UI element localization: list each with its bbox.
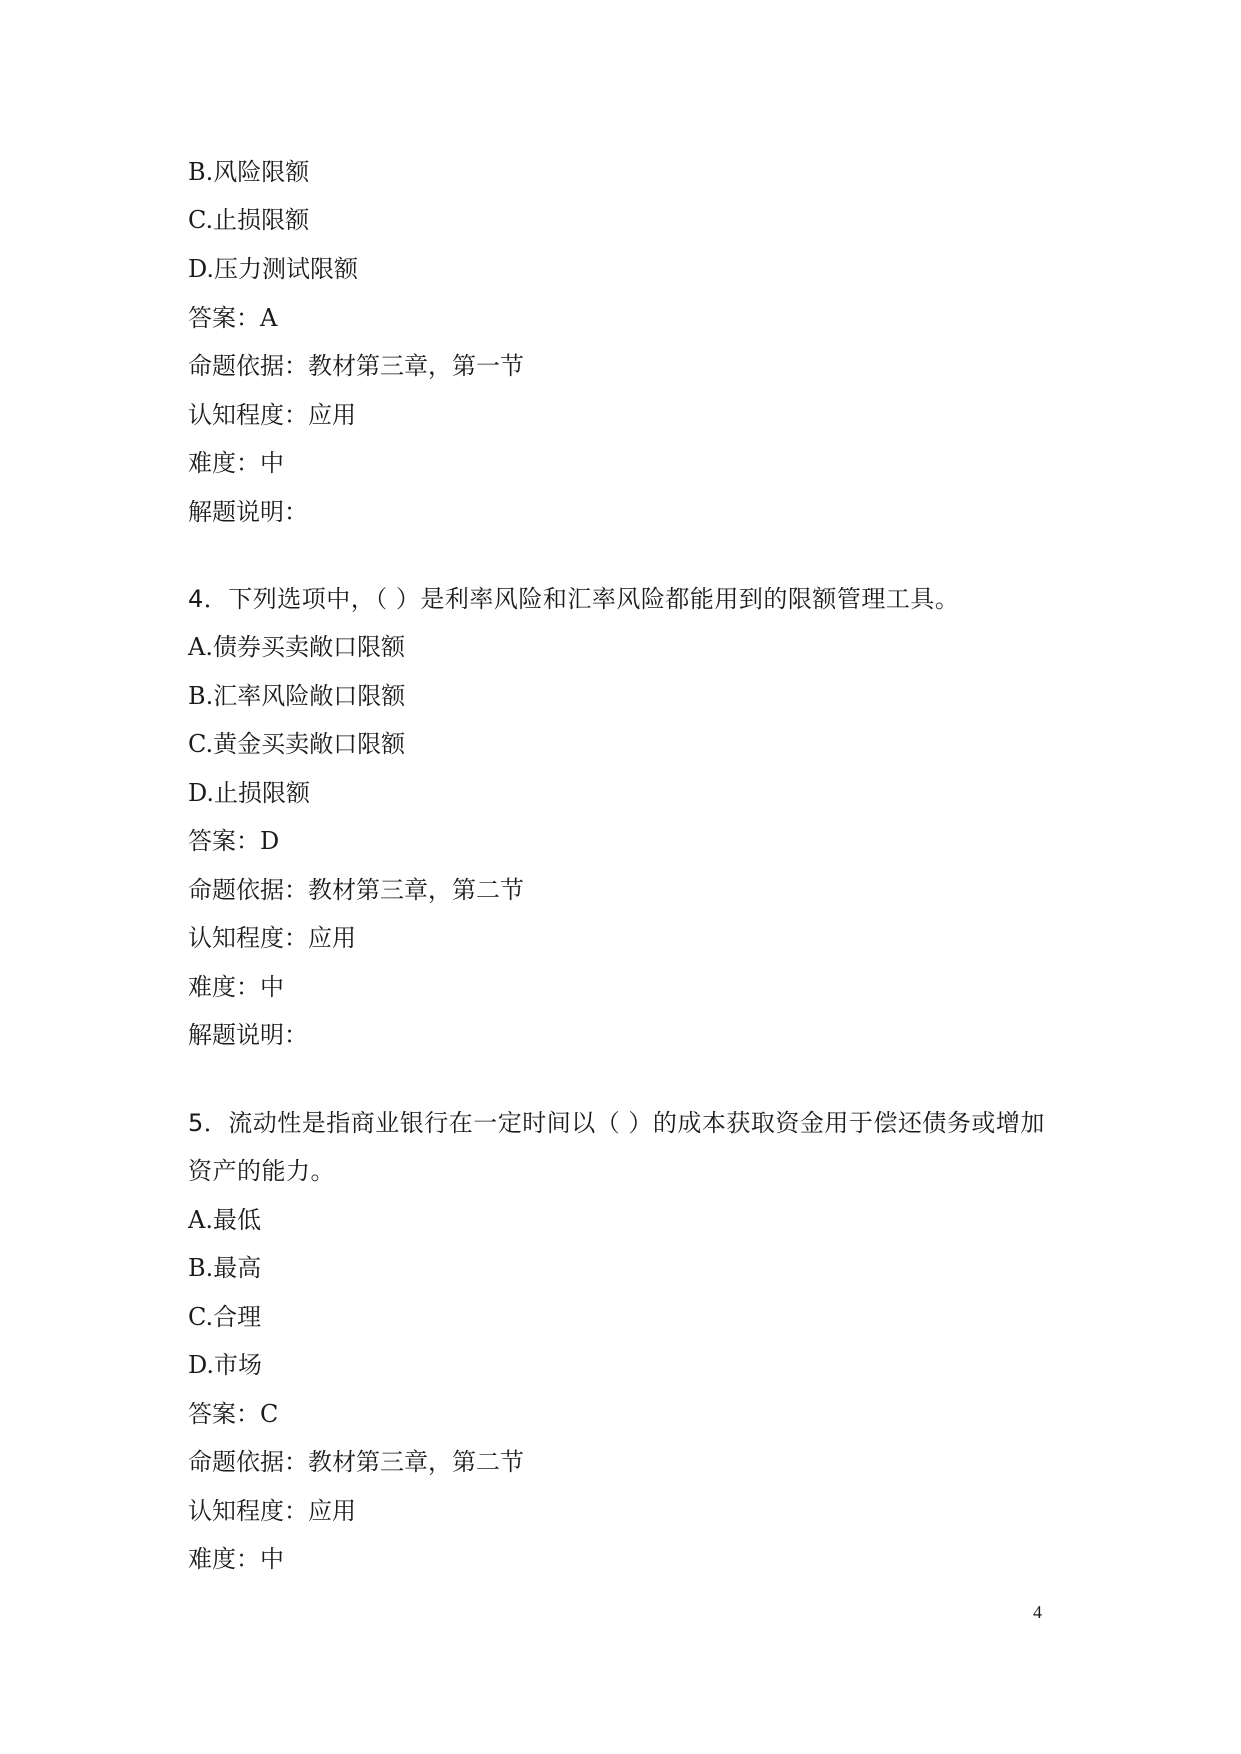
q5-cognitive-level: 认知程度：应用	[188, 1497, 356, 1525]
q3-answer: 答案：A	[188, 304, 278, 332]
q3-difficulty: 难度：中	[188, 449, 284, 477]
page-number: 4	[1033, 1602, 1042, 1622]
q3-basis: 命题依据：教材第三章，第一节	[188, 352, 524, 380]
q5-basis: 命题依据：教材第三章，第二节	[188, 1448, 524, 1476]
q4-cognitive-level: 认知程度：应用	[188, 924, 356, 952]
q3-option-c: C.止损限额	[188, 206, 310, 234]
q4-option-c: C.黄金买卖敞口限额	[188, 730, 406, 758]
q5-question-line1: 5．流动性是指商业银行在一定时间以（ ）的成本获取资金用于偿还债务或增加	[188, 1109, 1045, 1137]
q5-option-c: C.合理	[188, 1303, 262, 1331]
q4-explanation: 解题说明：	[188, 1021, 308, 1049]
q3-option-b: B.风险限额	[188, 158, 310, 186]
q3-cognitive-level: 认知程度：应用	[188, 401, 356, 429]
q4-difficulty: 难度：中	[188, 973, 284, 1001]
q4-option-a: A.债券买卖敞口限额	[188, 633, 405, 661]
q5-difficulty: 难度：中	[188, 1545, 284, 1573]
q3-option-d: D.压力测试限额	[188, 255, 359, 283]
q4-option-b: B.汇率风险敞口限额	[188, 682, 406, 710]
q4-basis: 命题依据：教材第三章，第二节	[188, 876, 524, 904]
q5-option-d: D.市场	[188, 1351, 263, 1379]
q3-explanation: 解题说明：	[188, 498, 308, 526]
q5-answer: 答案：C	[188, 1400, 279, 1428]
q5-question-line2: 资产的能力。	[188, 1157, 335, 1185]
q4-question: 4．下列选项中，（ ）是利率风险和汇率风险都能用到的限额管理工具。	[188, 585, 960, 613]
q5-option-a: A.最低	[188, 1206, 261, 1234]
q4-answer: 答案：D	[188, 827, 280, 855]
q5-option-b: B.最高	[188, 1254, 262, 1282]
q4-option-d: D.止损限额	[188, 779, 311, 807]
